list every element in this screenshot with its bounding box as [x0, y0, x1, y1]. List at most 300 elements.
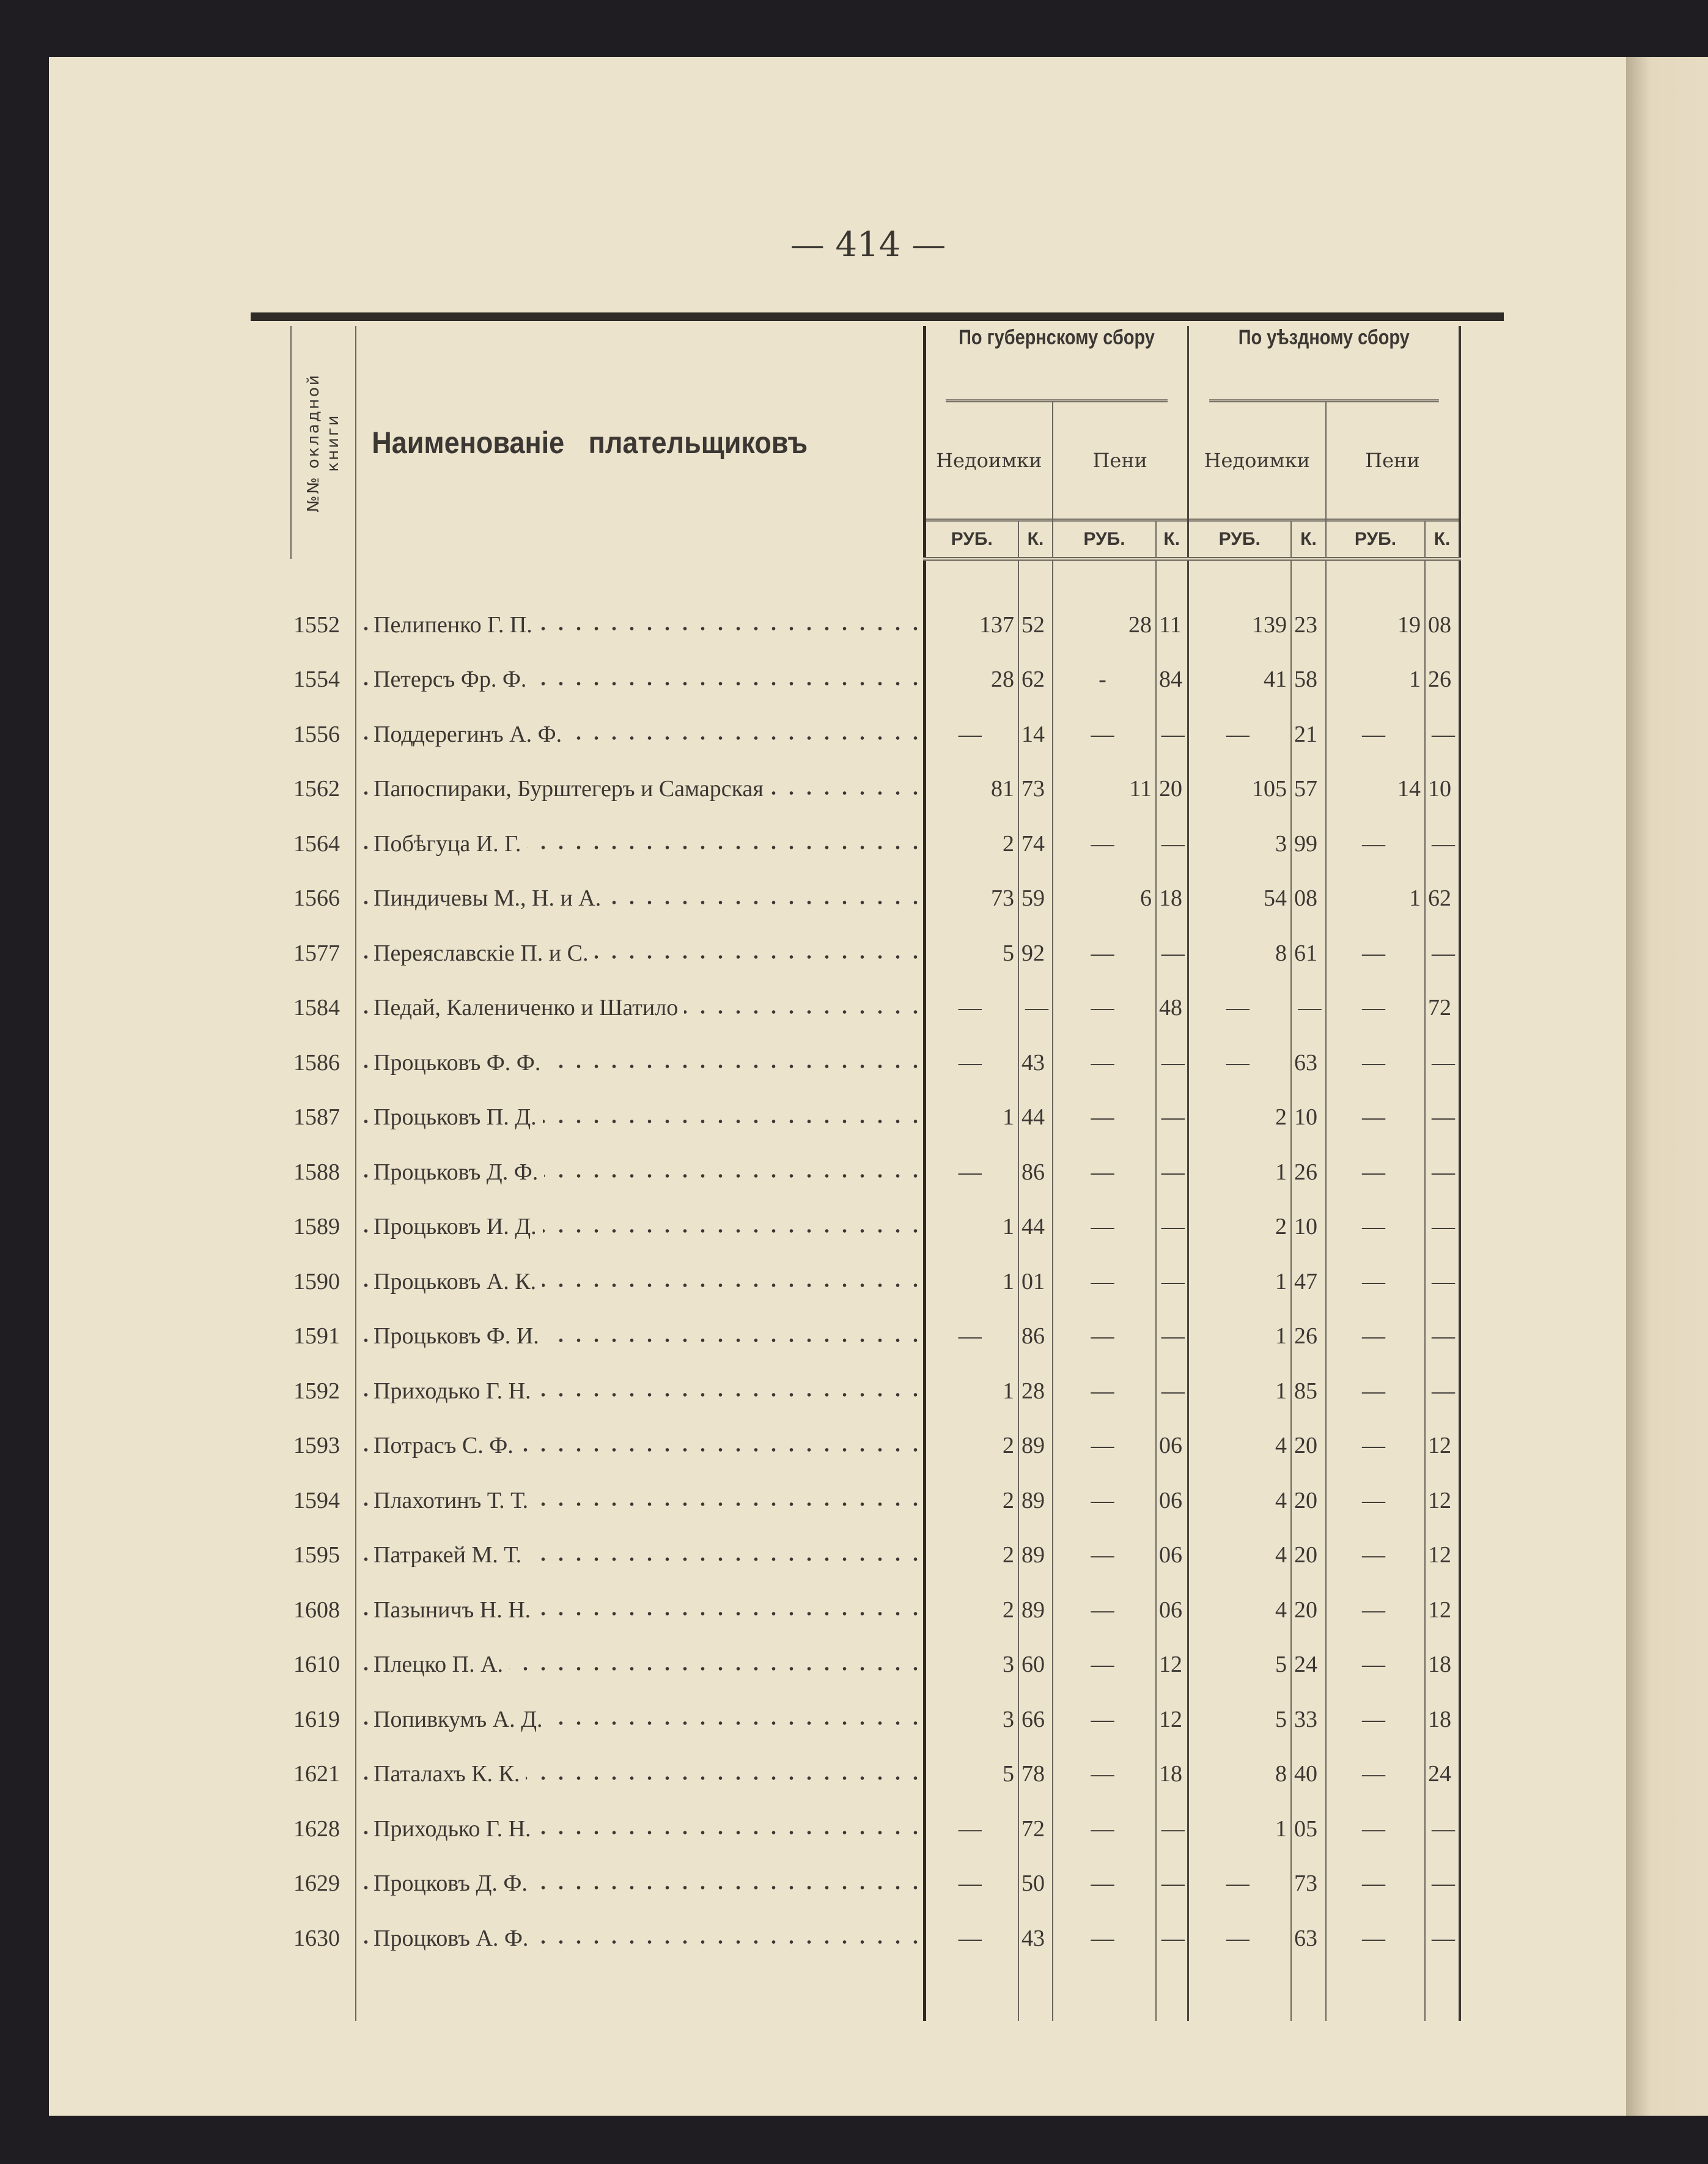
spacer-cell [1018, 559, 1053, 597]
gub-penalty-kop: — [1156, 1856, 1188, 1911]
gub-arrears-kop: 43 [1018, 1911, 1053, 1966]
payer-name-cell [356, 1911, 924, 1966]
uezd-penalty-kop: 24 [1425, 1747, 1460, 1802]
gub-arrears-rub: 1 [924, 1254, 1018, 1309]
uezd-arrears-kop: 63 [1291, 1911, 1326, 1966]
uezd-penalty-rub: 1 [1326, 871, 1425, 926]
uezd-arrears-kop: 23 [1291, 597, 1326, 652]
payer-name-header-text: Наименованіе плательщиковъ [372, 425, 808, 460]
tail-cell [1018, 1966, 1053, 2021]
uezd-arrears-rub: 41 [1188, 652, 1291, 707]
uezd-penalty-kop: 72 [1425, 981, 1460, 1036]
uezd-arrears-rub: 1 [1188, 1145, 1291, 1200]
payer-name-cell [356, 1638, 924, 1693]
uezd-arrears-kop: 99 [1291, 816, 1326, 871]
gub-penalty-rub: — [1053, 1692, 1156, 1747]
payer-name: Плахотинъ Т. Т. [374, 1488, 534, 1513]
payer-name-cell [356, 652, 924, 707]
gub-arrears-rub: 2 [924, 816, 1018, 871]
uezd-penalty-rub: — [1326, 1200, 1425, 1255]
top-rule [251, 312, 1504, 321]
uezd-penalty-rub: — [1326, 1911, 1425, 1966]
gub-arrears-rub: — [924, 1145, 1018, 1200]
payer-name-cell [356, 816, 924, 871]
uezd-arrears-kop: 47 [1291, 1254, 1326, 1309]
gub-penalty-kop: 48 [1156, 981, 1188, 1036]
gub-arrears-rub: — [924, 1309, 1018, 1364]
book-number: 1630 [293, 1925, 340, 1951]
payer-name: Приходько Г. Н. [374, 1378, 537, 1404]
book-number: 1621 [293, 1761, 340, 1787]
book-number: 1577 [293, 940, 340, 966]
gub-arrears-rub: — [924, 981, 1018, 1036]
uezd-arrears-header: Недоимки [1189, 402, 1326, 522]
payer-name: Процьковъ Ф. Ф. [374, 1050, 547, 1076]
uezd-arrears-kop: 33 [1291, 1692, 1326, 1747]
payer-name-cell [356, 1364, 924, 1419]
gub-arrears-kop: 86 [1018, 1145, 1053, 1200]
table-row [291, 1911, 1460, 1966]
uezd-arrears-kop: 20 [1291, 1582, 1326, 1638]
table-row [291, 871, 1460, 926]
uezd-arrears-kop: 20 [1291, 1419, 1326, 1474]
uezd-arrears-rub: 105 [1188, 762, 1291, 817]
gub-arrears-rub: 1 [924, 1090, 1018, 1145]
uezd-arrears-rub: — [1188, 1856, 1291, 1911]
gub-penalty-rub: — [1053, 1200, 1156, 1255]
book-number: 1564 [293, 830, 340, 857]
payer-name-cell [356, 871, 924, 926]
uezd-penalty-kop: 12 [1425, 1473, 1460, 1528]
book-number: 1591 [293, 1323, 340, 1350]
payer-name-cell [356, 762, 924, 817]
book-number: 1562 [293, 776, 340, 802]
gub-arrears-rub: 5 [924, 926, 1018, 981]
gub-arrears-kop: 89 [1018, 1528, 1053, 1583]
gub-penalty-rub: 11 [1053, 762, 1156, 817]
payer-name-cell [356, 1309, 924, 1364]
uezd-penalty-rub: — [1326, 1528, 1425, 1583]
uezd-penalty-rub: — [1326, 707, 1425, 762]
book-number: 1566 [293, 885, 340, 912]
gub-arrears-rub: 1 [924, 1200, 1018, 1255]
payer-name: Побѣгуца И. Г. [374, 831, 527, 857]
gub-arrears-kop: 43 [1018, 1035, 1053, 1090]
unit-rub: РУБ. [1326, 522, 1425, 559]
table-row [291, 926, 1460, 981]
gub-penalty-rub: — [1053, 707, 1156, 762]
uezd-arrears-rub: 2 [1188, 1200, 1291, 1255]
uezd-arrears-rub: 3 [1188, 816, 1291, 871]
uezd-penalty-kop: 26 [1425, 652, 1460, 707]
gub-penalty-kop: — [1156, 1309, 1188, 1364]
spacer-cell [1291, 559, 1326, 597]
payer-name-cell [356, 1692, 924, 1747]
table-row [291, 1473, 1460, 1528]
uezd-penalty-rub: — [1326, 1582, 1425, 1638]
uezd-penalty-kop: — [1425, 1090, 1460, 1145]
uezd-arrears-kop: 63 [1291, 1035, 1326, 1090]
tail-cell [1291, 1966, 1326, 2021]
uezd-arrears-rub: 1 [1188, 1309, 1291, 1364]
uezd-arrears-kop: 20 [1291, 1528, 1326, 1583]
table-row [291, 1364, 1460, 1419]
book-number: 1554 [293, 667, 340, 693]
gub-arrears-rub: 2 [924, 1528, 1018, 1583]
gub-arrears-kop: 50 [1018, 1856, 1053, 1911]
uezd-penalty-kop: 12 [1425, 1419, 1460, 1474]
uezd-arrears-kop: 57 [1291, 762, 1326, 817]
uezd-penalties-header: Пени [1327, 402, 1459, 522]
uezd-arrears-kop: 05 [1291, 1801, 1326, 1856]
gub-penalty-kop: 20 [1156, 762, 1188, 817]
gub-arrears-kop: 01 [1018, 1254, 1053, 1309]
table [290, 326, 1461, 2021]
book-number: 1584 [293, 995, 340, 1021]
uezd-arrears-kop: 40 [1291, 1747, 1326, 1802]
unit-kop: К. [1291, 522, 1326, 559]
book-number: 1595 [293, 1542, 340, 1568]
payer-name-cell [356, 1419, 924, 1474]
uezd-penalty-rub: — [1326, 1254, 1425, 1309]
uezd-penalty-kop: — [1425, 1364, 1460, 1419]
tail-cell [1326, 1966, 1425, 2021]
table-row [291, 1582, 1460, 1638]
payer-name: Переяславскіе П. и С. [374, 940, 594, 966]
gub-penalty-kop: 84 [1156, 652, 1188, 707]
gub-penalty-kop: — [1156, 926, 1188, 981]
spacer-cell [291, 559, 356, 597]
uezd-penalty-rub: — [1326, 1473, 1425, 1528]
table-row [291, 1309, 1460, 1364]
payer-name: Процковъ Д. Ф. [374, 1870, 534, 1896]
gub-penalty-kop: — [1156, 1035, 1188, 1090]
uezd-penalty-rub: — [1326, 1309, 1425, 1364]
table-row [291, 1638, 1460, 1693]
gub-arrears-rub: — [924, 1035, 1018, 1090]
gub-arrears-rub: — [924, 1856, 1018, 1911]
uezd-arrears-kop: 20 [1291, 1473, 1326, 1528]
unit-kop: К. [1425, 522, 1460, 559]
uezd-arrears-kop: 61 [1291, 926, 1326, 981]
unit-rub: РУБ. [924, 522, 1018, 559]
book-number: 1589 [293, 1214, 340, 1240]
payer-name: Процьковъ П. Д. [374, 1104, 543, 1130]
payer-name-cell [356, 1582, 924, 1638]
gub-arrears-rub: — [924, 1911, 1018, 1966]
gub-arrears-kop: 74 [1018, 816, 1053, 871]
uezd-penalty-kop: 18 [1425, 1638, 1460, 1693]
page-number: — 414 — [790, 225, 946, 265]
payer-name: Паталахъ К. К. [374, 1761, 526, 1787]
gub-penalty-rub: — [1053, 1638, 1156, 1693]
payer-name-cell [356, 1145, 924, 1200]
book-number: 1610 [293, 1652, 340, 1678]
gub-arrears-rub: 5 [924, 1747, 1018, 1802]
gub-arrears-rub: 28 [924, 652, 1018, 707]
spacer-cell [1326, 559, 1425, 597]
gub-arrears-kop: 14 [1018, 707, 1053, 762]
uezd-penalty-rub: — [1326, 1145, 1425, 1200]
gub-penalty-kop: 12 [1156, 1638, 1188, 1693]
gub-penalty-kop: — [1156, 1254, 1188, 1309]
uezd-penalty-rub: — [1326, 816, 1425, 871]
tail-cell [924, 1966, 1018, 2021]
table-row [291, 1801, 1460, 1856]
gub-penalty-rub: — [1053, 926, 1156, 981]
spacer-cell [1425, 559, 1460, 597]
gub-arrears-kop: 92 [1018, 926, 1053, 981]
gub-penalty-rub: — [1053, 1801, 1156, 1856]
uezd-arrears-rub: 1 [1188, 1801, 1291, 1856]
table-row [291, 1254, 1460, 1309]
gub-penalty-rub: — [1053, 1473, 1156, 1528]
spacer-cell [924, 559, 1018, 597]
gub-penalty-kop: — [1156, 1801, 1188, 1856]
uezd-arrears-rub: 1 [1188, 1364, 1291, 1419]
gub-arrears-rub: 2 [924, 1473, 1018, 1528]
uezd-penalty-rub: — [1326, 1090, 1425, 1145]
gub-penalty-rub: — [1053, 816, 1156, 871]
book-number: 1552 [293, 611, 340, 638]
gub-penalty-rub: — [1053, 981, 1156, 1036]
book-number: 1593 [293, 1433, 340, 1459]
payer-name-cell [356, 707, 924, 762]
table-row [291, 981, 1460, 1036]
table-row [291, 652, 1460, 707]
gub-arrears-rub: — [924, 707, 1018, 762]
table-row [291, 1200, 1460, 1255]
payer-name-cell [356, 926, 924, 981]
payer-name-cell [356, 1090, 924, 1145]
spacer-cell [1188, 559, 1291, 597]
payer-name-cell [356, 1801, 924, 1856]
uezd-arrears-rub: — [1188, 707, 1291, 762]
gub-arrears-kop: 86 [1018, 1309, 1053, 1364]
uezd-arrears-kop: 26 [1291, 1309, 1326, 1364]
gub-penalty-kop: — [1156, 1364, 1188, 1419]
payer-name-cell [356, 1747, 924, 1802]
gub-penalty-rub: - [1053, 652, 1156, 707]
uezd-penalty-kop: — [1425, 1309, 1460, 1364]
tail-cell [1053, 1966, 1156, 2021]
payer-name: Пелипенко Г. П. [374, 612, 539, 638]
table-row [291, 1035, 1460, 1090]
table-row [291, 1692, 1460, 1747]
unit-rub: РУБ. [1188, 522, 1291, 559]
payer-name-cell [356, 1856, 924, 1911]
gub-penalty-rub: — [1053, 1145, 1156, 1200]
uezd-penalty-rub: — [1326, 1856, 1425, 1911]
payer-name: Пиндичевы М., Н. и А. [374, 885, 607, 911]
uezd-penalty-rub: — [1326, 1801, 1425, 1856]
table-row [291, 1856, 1460, 1911]
payer-name: Пазыничъ Н. Н. [374, 1597, 537, 1623]
payer-name: Патракей М. Т. [374, 1542, 528, 1568]
gub-penalty-rub: — [1053, 1309, 1156, 1364]
payer-name-cell [356, 1254, 924, 1309]
payer-name: Процковъ А. Ф. [374, 1926, 534, 1951]
gub-arrears-header: Недоимки [926, 402, 1053, 522]
uezd-arrears-kop: 10 [1291, 1200, 1326, 1255]
payer-name: Процьковъ И. Д. [374, 1214, 543, 1239]
gub-penalty-kop: — [1156, 1090, 1188, 1145]
gub-arrears-kop: 78 [1018, 1747, 1053, 1802]
uezd-penalty-rub: 14 [1326, 762, 1425, 817]
gub-arrears-rub: 3 [924, 1638, 1018, 1693]
book-number: 1592 [293, 1378, 340, 1404]
book-number-header [291, 326, 356, 559]
uezd-arrears-rub: 4 [1188, 1473, 1291, 1528]
gub-arrears-rub: 2 [924, 1582, 1018, 1638]
uezd-arrears-rub: — [1188, 1911, 1291, 1966]
gub-penalty-kop: — [1156, 1145, 1188, 1200]
gub-penalty-rub: — [1053, 1747, 1156, 1802]
table-row [291, 1747, 1460, 1802]
payer-name-cell [356, 597, 924, 652]
uezd-penalty-kop: — [1425, 1254, 1460, 1309]
book-number: 1590 [293, 1268, 340, 1294]
gub-arrears-rub: 81 [924, 762, 1018, 817]
gub-penalty-rub: — [1053, 1254, 1156, 1309]
uezd-penalty-kop: 08 [1425, 597, 1460, 652]
spacer-cell [1156, 559, 1188, 597]
payer-name: Плецко П. А. [374, 1652, 509, 1677]
gub-penalty-kop: 18 [1156, 1747, 1188, 1802]
payer-name: Педай, Калениченко и Шатило [374, 995, 684, 1021]
gub-arrears-rub: 3 [924, 1692, 1018, 1747]
uezd-arrears-kop: 10 [1291, 1090, 1326, 1145]
gub-penalty-kop: 06 [1156, 1419, 1188, 1474]
gub-arrears-kop: 62 [1018, 652, 1053, 707]
uezd-penalty-kop: — [1425, 1145, 1460, 1200]
uezd-arrears-kop: 26 [1291, 1145, 1326, 1200]
tail-cell [1188, 1966, 1291, 2021]
uezd-penalty-rub: — [1326, 926, 1425, 981]
table-row [291, 1419, 1460, 1474]
unit-rub: РУБ. [1053, 522, 1156, 559]
uezd-penalty-kop: 10 [1425, 762, 1460, 817]
gub-penalty-kop: 18 [1156, 871, 1188, 926]
gub-arrears-kop: 28 [1018, 1364, 1053, 1419]
book-page [49, 57, 1638, 2116]
unit-kop: К. [1018, 522, 1053, 559]
gub-penalty-rub: — [1053, 1035, 1156, 1090]
gub-arrears-rub: 1 [924, 1364, 1018, 1419]
gub-penalties-header: Пени [1053, 402, 1187, 522]
payer-name: Потрасъ С. Ф. [374, 1433, 520, 1458]
book-number: 1587 [293, 1104, 340, 1131]
tail-cell [356, 1966, 924, 2021]
book-number: 1556 [293, 721, 340, 747]
next-page-edge [1626, 57, 1708, 2116]
uezd-penalty-kop: — [1425, 707, 1460, 762]
uezd-penalty-kop: 62 [1425, 871, 1460, 926]
gub-arrears-kop: 60 [1018, 1638, 1053, 1693]
uezd-arrears-rub: 139 [1188, 597, 1291, 652]
payer-name: Приходько Г. Н. [374, 1816, 537, 1842]
gub-arrears-kop: 52 [1018, 597, 1053, 652]
uezd-arrears-kop: 73 [1291, 1856, 1326, 1911]
uezd-penalty-kop: 12 [1425, 1582, 1460, 1638]
tail-cell [291, 1966, 356, 2021]
gub-penalty-rub: — [1053, 1364, 1156, 1419]
uezd-penalty-kop: 18 [1425, 1692, 1460, 1747]
gub-penalty-rub: 28 [1053, 597, 1156, 652]
uezd-penalty-rub: — [1326, 1692, 1425, 1747]
book-number: 1586 [293, 1049, 340, 1076]
payer-name: Процьковъ А. К. [374, 1269, 542, 1294]
gub-arrears-rub: 137 [924, 597, 1018, 652]
gub-penalty-rub: — [1053, 1856, 1156, 1911]
uezd-penalty-kop: — [1425, 1801, 1460, 1856]
uezd-penalty-rub: — [1326, 1747, 1425, 1802]
book-number: 1608 [293, 1597, 340, 1623]
gub-arrears-kop: 59 [1018, 871, 1053, 926]
uezd-arrears-rub: 2 [1188, 1090, 1291, 1145]
gub-penalty-rub: 6 [1053, 871, 1156, 926]
uezd-arrears-kop: 24 [1291, 1638, 1326, 1693]
gub-penalty-kop: 11 [1156, 597, 1188, 652]
gub-penalty-rub: — [1053, 1419, 1156, 1474]
gub-arrears-kop: 89 [1018, 1582, 1053, 1638]
gub-penalty-kop: 06 [1156, 1528, 1188, 1583]
book-number-header-text: №№ окладной книги [304, 372, 342, 512]
uezd-penalty-kop: — [1425, 1911, 1460, 1966]
uezd-penalty-rub: — [1326, 1419, 1425, 1474]
payer-name-cell [356, 1035, 924, 1090]
payer-name: Поддерегинъ А. Ф. [374, 722, 568, 747]
gub-arrears-kop: 66 [1018, 1692, 1053, 1747]
spacer-cell [1053, 559, 1156, 597]
payer-name-header [356, 326, 924, 559]
table-row [291, 597, 1460, 652]
table-row [291, 1528, 1460, 1583]
gub-arrears-kop: 89 [1018, 1473, 1053, 1528]
tail-cell [1156, 1966, 1188, 2021]
uezd-penalty-rub: — [1326, 981, 1425, 1036]
gub-arrears-kop: 73 [1018, 762, 1053, 817]
gub-arrears-kop: 44 [1018, 1200, 1053, 1255]
table-row [291, 816, 1460, 871]
gub-arrears-kop: 89 [1018, 1419, 1053, 1474]
uezd-penalty-rub: 19 [1326, 597, 1425, 652]
gub-arrears-kop: 44 [1018, 1090, 1053, 1145]
gub-arrears-rub: 73 [924, 871, 1018, 926]
uezd-penalty-kop: — [1425, 1035, 1460, 1090]
uezd-arrears-kop: 08 [1291, 871, 1326, 926]
uezd-arrears-kop: 85 [1291, 1364, 1326, 1419]
gub-penalty-kop: — [1156, 1911, 1188, 1966]
book-number: 1588 [293, 1159, 340, 1185]
table-row [291, 1145, 1460, 1200]
uezd-arrears-rub: 1 [1188, 1254, 1291, 1309]
book-number: 1629 [293, 1870, 340, 1897]
gub-penalty-kop: 06 [1156, 1582, 1188, 1638]
gub-penalty-rub: — [1053, 1911, 1156, 1966]
gub-group-header: По губернскому сбору [946, 326, 1168, 402]
payer-name-cell [356, 1473, 924, 1528]
payer-name: Попивкумъ А. Д. [374, 1707, 549, 1732]
payer-name: Процьковъ Ф. И. [374, 1323, 545, 1349]
payer-name-cell [356, 1528, 924, 1583]
gub-arrears-rub: — [924, 1801, 1018, 1856]
uezd-arrears-rub: 8 [1188, 926, 1291, 981]
uezd-arrears-rub: 4 [1188, 1528, 1291, 1583]
uezd-arrears-rub: 4 [1188, 1419, 1291, 1474]
uezd-penalty-rub: — [1326, 1638, 1425, 1693]
uezd-penalty-kop: — [1425, 1200, 1460, 1255]
